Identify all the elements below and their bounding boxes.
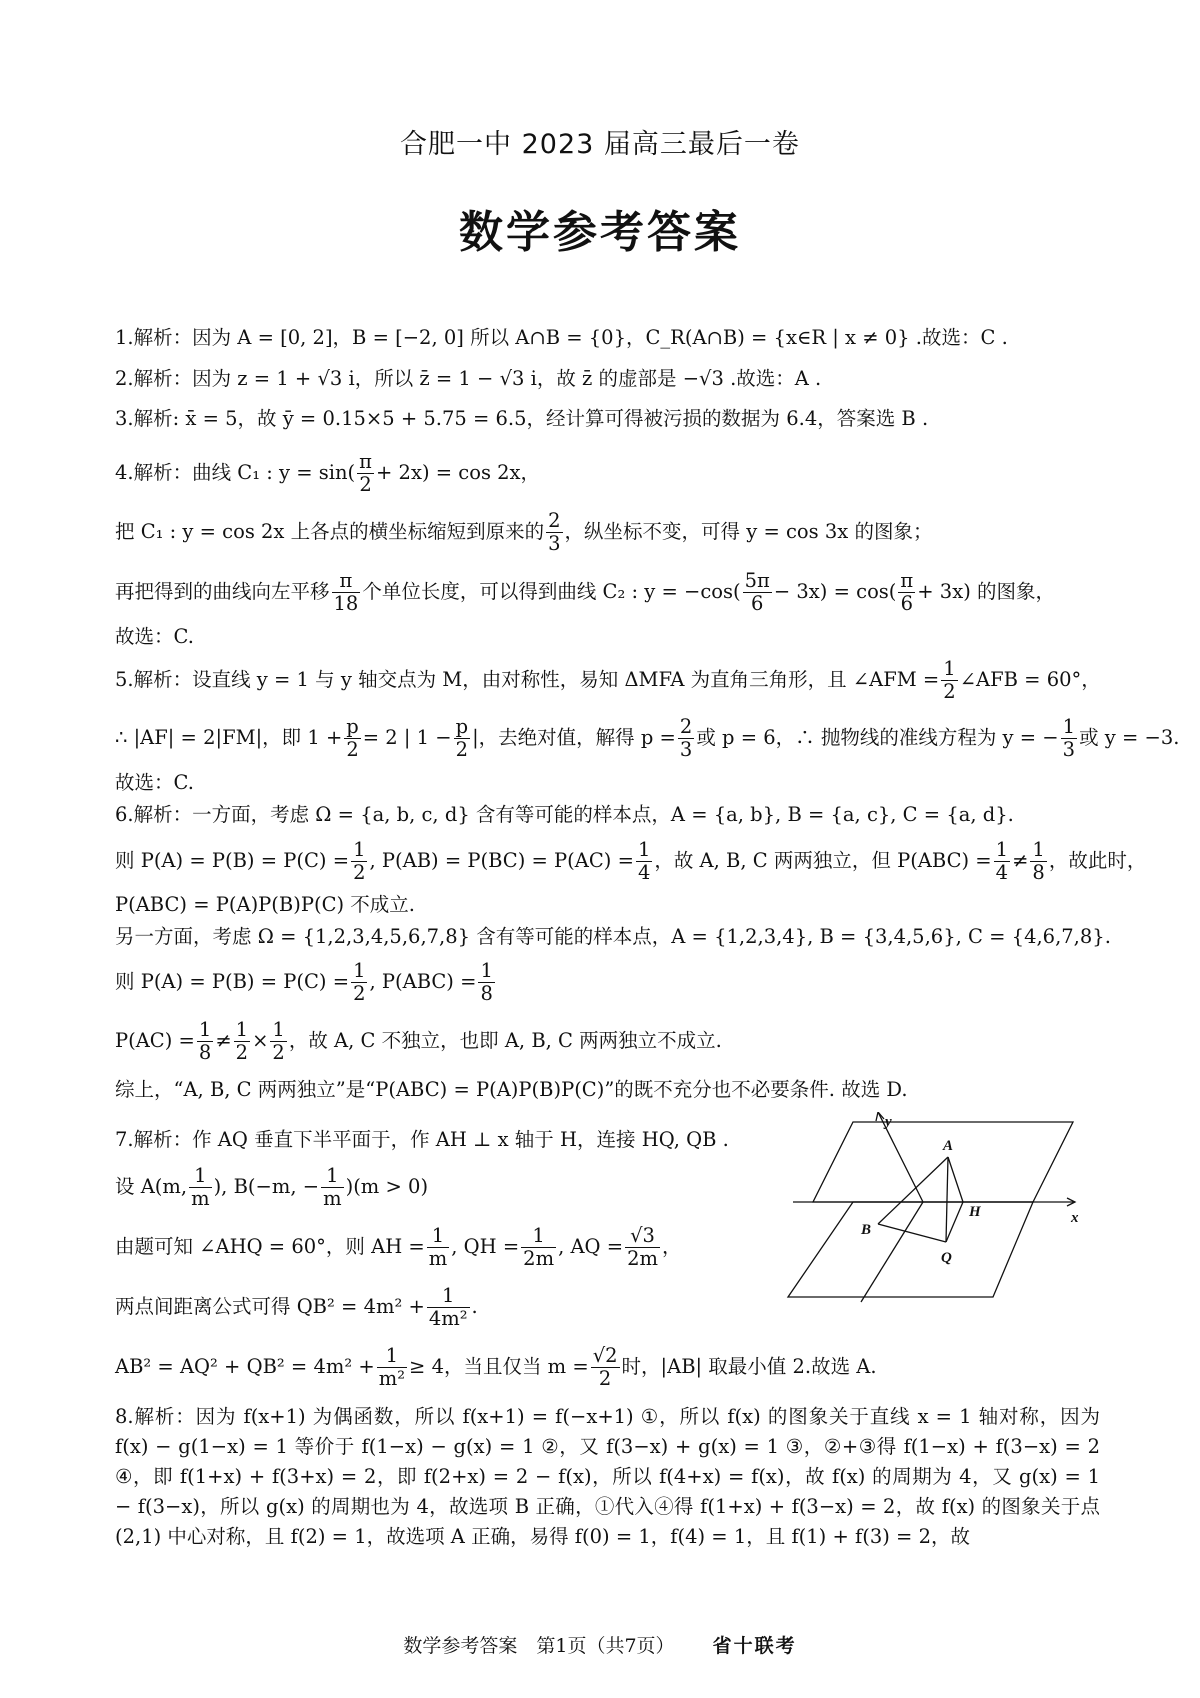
solution-7-line-1: 7.解析：作 AQ 垂直下半平面于，作 AH ⊥ x 轴于 H，连接 HQ, QB . <box>115 1128 729 1151</box>
fraction: $\frac{2}{3}$ <box>679 715 693 761</box>
fraction: $\frac{1}{m}$ <box>323 1164 342 1210</box>
fraction: $\frac{1}{2m}$ <box>523 1224 555 1270</box>
fraction: $\frac{1}{2}$ <box>272 1018 285 1064</box>
fraction: $\frac{1}{2}$ <box>943 657 956 703</box>
solution-6-line-3: P(ABC) = P(A)P(B)P(C) 不成立. <box>115 893 416 916</box>
solution-6-line-2: 则 P(A) = P(B) = P(C) = $\frac{1}{2}$ , P(AB) = P(BC) = P(AC) = $\frac{1}{4}$ ，故 A, B, C 两两独立，但 P(ABC) = $\frac{1}{4}$ ≠ $\frac{1}{8}$ ，故此时， <box>115 838 1147 884</box>
solution-1: 1.解析：因为 A = [0, 2]，B = [−2, 0] 所以 A∩B = {0}，C_R(A∩B) = {x∈R | x ≠ 0} .故选：C . <box>115 326 1008 349</box>
solution-7-line-3: 由题可知 ∠AHQ = 60°，则 AH = $\frac{1}{m}$ , QH = $\frac{1}{2m}$ , AQ = $\frac{√3}{2m}$ ， <box>115 1224 682 1270</box>
solution-8: 8.解析：因为 f(x+1) 为偶函数，所以 f(x+1) = f(−x+1) ①，所以 f(x) 的图象关于直线 x = 1 轴对称，因为 f(x) − g(1−x) = 1 等价于 f(1−x) − g(x) = 1 ②，又 f(3−x) + g(x) = 1 ③，②+③得 f(1−x) + f(3−x) = 2 ④，即 f(1+x) + f(3+x) = 2，即 f(2+x) = 2 − f(x)，所以 f(4+x) = f(x)，故 f(x) 的周期为 4，又 g(x) = 1 − f(3−x)，所以 g(x) 的周期也为 4，故选项 B 正确，①代入④得 f(1+x) + f(3−x) = 2，故 f(x) 的图象关于点 (2,1) 中心对称，且 f(2) = 1，故选项 A 正确，易得 f(0) = 1，f(4) = 1，且 f(1) + f(3) = 2，故 <box>115 1405 1100 1548</box>
label-B: B <box>861 1222 872 1238</box>
fraction: $\frac{1}{3}$ <box>1062 715 1076 761</box>
solution-6-line-7: 综上，“A, B, C 两两独立”是“P(ABC) = P(A)P(B)P(C)”的既不充分也不必要条件. 故选 D. <box>115 1078 908 1101</box>
solution-6-line-6: P(AC) = $\frac{1}{8}$ ≠ $\frac{1}{2}$ × $\frac{1}{2}$ ，故 A, C 不独立，也即 A, B, C 两两独立不成立. <box>115 1018 722 1064</box>
page-title: 数学参考答案 <box>459 207 741 258</box>
solution-5-line-1: 5.解析：设直线 y = 1 与 y 轴交点为 M，由对称性，易知 ΔMFA 为直角三角形，且 ∠AFM = $\frac{1}{2}$ ∠AFB = 60°， <box>115 657 1101 703</box>
footer-brand: 省十联考 <box>712 1635 797 1657</box>
segment-AH <box>948 1157 963 1202</box>
solution-4-line-4: 故选：C. <box>115 625 194 648</box>
solutions <box>115 320 1180 1552</box>
fraction: $\frac{√2}{2}$ <box>592 1344 618 1390</box>
label-A: A <box>943 1138 954 1154</box>
fraction: $\frac{√3}{2m}$ <box>627 1224 658 1270</box>
fraction: $\frac{1}{m}$ <box>428 1224 448 1270</box>
solution-4-line-1: 4.解析：曲线 C₁ : y = sin( $\frac{\pi}{2}$ + 2x) = cos 2x， <box>115 450 541 496</box>
fraction: $\frac{1}{2}$ <box>235 1018 249 1064</box>
geometry-figure <box>783 1112 1093 1312</box>
solution-7-line-4: 两点间距离公式可得 QB² = 4m² + $\frac{1}{\text{4m²}}$ . <box>115 1284 478 1330</box>
fraction: $\frac{1}{m}$ <box>191 1164 210 1210</box>
fraction: $\frac{1}{2}$ <box>353 838 366 884</box>
solution-7-line-5: AB² = AQ² + QB² = 4m² + $\frac{1}{\text{m²}}$ ≥ 4，当且仅当 m = $\frac{√2}{2}$ 时，|AB| 取最小值 2.故选 A. <box>115 1344 877 1390</box>
fraction: $\frac{1}{\text{4m²}}$ <box>428 1284 468 1330</box>
solution-3: 3.解析: x̄ = 5，故 ȳ = 0.15×5 + 5.75 = 6.5，经计算可得被污损的数据为 6.4，答案选 B . <box>115 407 929 430</box>
segment-AQ <box>946 1157 948 1242</box>
solution-7-line-2: 设 A(m, $\frac{1}{m}$ ), B(−m, − $\frac{1}{m}$ )(m > 0) <box>115 1164 429 1210</box>
page-footer <box>0 1631 1200 1658</box>
segment-AB <box>878 1157 948 1224</box>
solution-6 <box>115 798 1147 1108</box>
solution-6-line-5: 则 P(A) = P(B) = P(C) = $\frac{1}{2}$ , P(ABC) = $\frac{1}{8}$ <box>115 959 493 1005</box>
solution-7-text <box>115 1122 755 1336</box>
fraction: $\frac{p}{2}$ <box>346 715 359 761</box>
fraction: $\frac{\pi}{6}$ <box>900 569 914 615</box>
solution-4 <box>115 444 1095 652</box>
segment-BQ <box>878 1224 946 1242</box>
solution-4-line-2: 把 C₁ : y = cos 2x 上各点的横坐标缩短到原来的 $\frac{2}{3}$ ，纵坐标不变，可得 y = cos 3x 的图象； <box>115 509 933 555</box>
fraction: $\frac{1}{8}$ <box>480 959 493 1005</box>
solution-7 <box>115 1114 1095 1392</box>
solution-5-line-2: ∴ |AF| = 2|FM|，即 1 + $\frac{p}{2}$ = 2 | 1 − $\frac{p}{2}$ |，去绝对值，解得 p = $\frac{2}{3}$ 或 p = 6，∴ 抛物线的准线方程为 y = − $\frac{1}{3}$ 或 y = −3. <box>115 715 1180 761</box>
footer-text: 数学参考答案 第1页（共7页） <box>403 1635 675 1657</box>
solution-5 <box>115 652 1180 798</box>
fraction: $\frac{1}{\text{m²}}$ <box>378 1344 406 1390</box>
label-y: y <box>885 1114 892 1130</box>
fraction: $\frac{p}{2}$ <box>455 715 469 761</box>
fraction: $\frac{5\pi}{6}$ <box>744 569 770 615</box>
fraction: $\frac{1}{4}$ <box>995 838 1009 884</box>
solution-5-line-3: 故选：C. <box>115 771 194 794</box>
solution-2: 2.解析：因为 z = 1 + √3 i，所以 z̄ = 1 − √3 i，故 z̄ 的虚部是 −√3 .故选：A . <box>115 367 822 390</box>
solution-6-line-4: 另一方面，考虑 Ω = {1,2,3,4,5,6,7,8} 含有等可能的样本点，A = {1,2,3,4}, B = {3,4,5,6}, C = {4,6,7,8}. <box>115 925 1111 948</box>
fraction: $\frac{1}{2}$ <box>353 959 366 1005</box>
fraction: $\frac{1}{8}$ <box>1032 838 1045 884</box>
fraction: $\frac{\pi}{18}$ <box>333 569 359 615</box>
segment-HQ <box>946 1202 963 1242</box>
fraction: $\frac{2}{3}$ <box>548 509 561 555</box>
solution-6-line-1: 6.解析：一方面，考虑 Ω = {a, b, c, d} 含有等可能的样本点，A = {a, b}, B = {a, c}, C = {a, d}. <box>115 803 1014 826</box>
solution-4-line-3: 再把得到的曲线向左平移 $\frac{\pi}{18}$ 个单位长度，可以得到曲线 C₂ : y = −cos( $\frac{5\pi}{6}$ − 3x) = cos( $\frac{\pi}{6}$ + 3x) 的图象， <box>115 569 1055 615</box>
school-header: 合肥一中 2023 届高三最后一卷 <box>400 129 800 160</box>
lower-half-plane <box>788 1202 1033 1297</box>
fraction: $\frac{1}{4}$ <box>637 838 651 884</box>
fraction: $\frac{1}{8}$ <box>198 1018 212 1064</box>
label-x: x <box>1071 1210 1079 1226</box>
label-Q: Q <box>941 1250 952 1266</box>
y-axis-lower <box>861 1202 923 1302</box>
label-H: H <box>969 1204 981 1220</box>
fraction: $\frac{\pi}{2}$ <box>359 450 372 496</box>
